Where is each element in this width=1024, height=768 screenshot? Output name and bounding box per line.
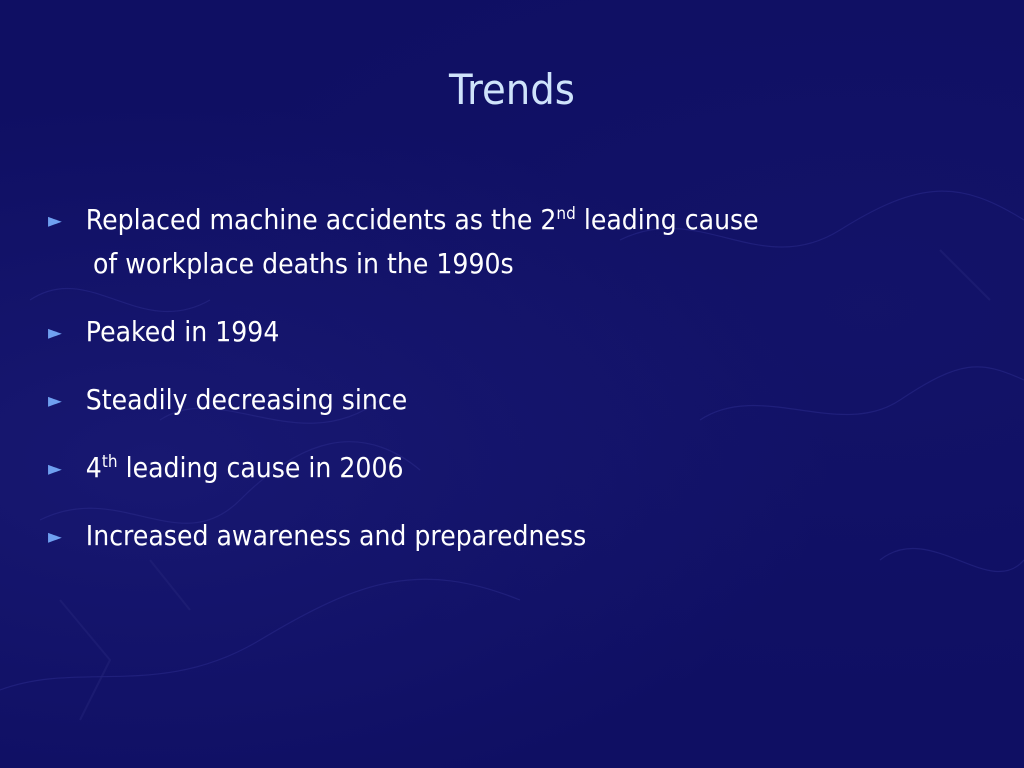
triangle-right-icon: ► xyxy=(48,524,62,548)
bullet-text: Increased awareness and preparedness xyxy=(85,519,587,552)
bullet-text: Steadily decreasing since xyxy=(85,383,408,416)
ordinal-suffix: th xyxy=(101,452,118,472)
bullet-item xyxy=(48,514,858,558)
bullet-text xyxy=(86,203,759,236)
bullet-text-part: leading cause xyxy=(575,203,759,236)
bullet-text: Peaked in 1994 xyxy=(85,315,280,348)
bullet-text-part: leading cause in 2006 xyxy=(117,451,404,484)
ordinal-suffix: nd xyxy=(556,204,576,224)
bullet-text xyxy=(86,451,404,484)
bullet-text-part: 4 xyxy=(85,451,102,484)
bullet-text-continuation: of workplace deaths in the 1990s xyxy=(93,247,514,280)
triangle-right-icon: ► xyxy=(48,208,62,232)
bullet-item xyxy=(48,198,858,286)
bullet-list xyxy=(48,198,948,582)
bullet-item xyxy=(48,446,858,490)
triangle-right-icon: ► xyxy=(48,320,62,344)
triangle-right-icon: ► xyxy=(48,388,62,412)
bullet-item xyxy=(48,310,858,354)
bullet-text-part: Replaced machine accidents as the 2 xyxy=(85,203,557,236)
bullet-item xyxy=(48,378,858,422)
triangle-right-icon: ► xyxy=(48,456,62,480)
slide-title: Trends xyxy=(449,65,575,114)
